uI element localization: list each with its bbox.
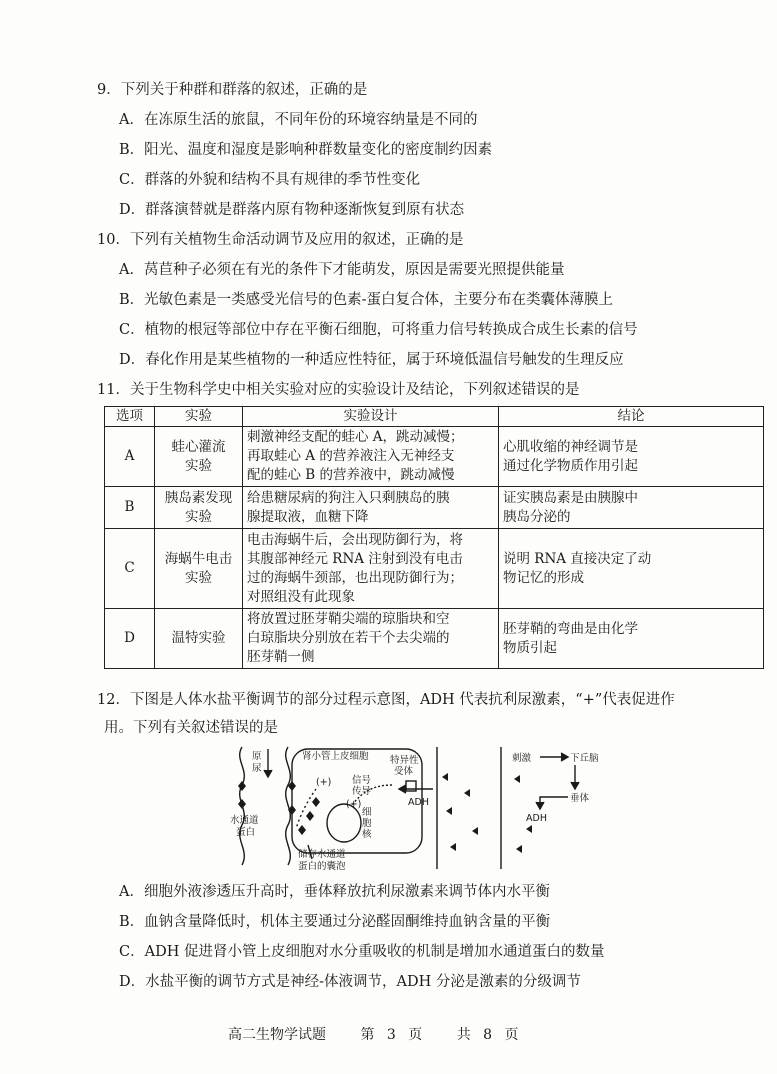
label-stimulus: 刺激	[512, 753, 532, 764]
pituitary-adh-arrow	[540, 797, 568, 807]
label-vesicle-1: 储存水通道	[298, 849, 346, 860]
adh-molecule	[450, 843, 456, 851]
table-row	[105, 529, 764, 609]
header-option: 选项	[105, 407, 155, 427]
q12-option-c: C．ADH 促进肾小管上皮细胞对水分重吸收的机制是增加水通道蛋白的数量	[119, 944, 605, 960]
label-signal-2: 传导	[352, 786, 372, 797]
label-tubule-cell: 肾小管上皮细胞	[302, 751, 369, 762]
footer-subject: 高二生物学试题	[228, 1027, 326, 1043]
water-channel-cyto-1	[312, 797, 320, 807]
row-conclusion: 心肌收缩的神经调节是 通过化学物质作用引起	[499, 427, 764, 487]
vesicle-path	[296, 789, 316, 829]
label-channel-1: 水通道	[230, 815, 259, 826]
row-conclusion: 胚芽鞘的弯曲是由化学 物质引起	[499, 609, 764, 669]
row-experiment: 海蜗牛电击 实验	[155, 529, 243, 609]
q10-option-a: A．莴苣种子必须在有光的条件下才能萌发，原因是需要光照提供能量	[119, 262, 565, 278]
row-option: A	[105, 427, 155, 487]
label-receptor-1: 特异性	[390, 755, 419, 766]
water-channel-cyto-2	[306, 811, 314, 821]
adh-molecule	[516, 845, 522, 853]
row-option: D	[105, 609, 155, 669]
water-channel-left-2	[238, 799, 246, 809]
adh-molecule	[446, 807, 452, 815]
adh-molecule	[526, 825, 532, 833]
q12-stem-line2: 用。下列有关叙述错误的是	[104, 720, 278, 736]
row-conclusion: 说明 RNA 直接决定了动 物记忆的形成	[499, 529, 764, 609]
q11-stem: 11．关于生物科学史中相关实验对应的实验设计及结论，下列叙述错误的是	[97, 382, 580, 398]
row-experiment: 胰岛素发现 实验	[155, 487, 243, 529]
row-design: 给患糖尿病的狗注入只剩胰岛的胰 腺提取液，血糖下降	[243, 487, 499, 529]
q10-option-d: D．春化作用是某些植物的一种适应性特征，属于环境低温信号触发的生理反应	[119, 352, 624, 368]
q9-stem: 9．下列关于种群和群落的叙述，正确的是	[97, 82, 368, 98]
label-pituitary: 垂体	[570, 793, 590, 804]
header-design: 实验设计	[243, 407, 499, 427]
q10-option-b: B．光敏色素是一类感受光信号的色素-蛋白复合体，主要分布在类囊体薄膜上	[119, 292, 614, 308]
row-design: 电击海蜗牛后，会出现防御行为，将 其腹部神经元 RNA 注射到没有电击 过的海蜗牛颈部，也出现防御行为； 对照组没有此现象	[243, 529, 499, 609]
water-channel-membrane-2	[288, 805, 296, 815]
row-experiment: 温特实验	[155, 609, 243, 669]
adh-molecule	[514, 775, 520, 783]
label-niao: 尿	[252, 763, 262, 774]
table-row	[105, 487, 764, 529]
label-vesicle-2: 蛋白的囊泡	[298, 861, 346, 872]
lumen-boundary-inner	[286, 747, 291, 865]
q12-option-d: D．水盐平衡的调节方式是神经-体液调节，ADH 分泌是激素的分级调节	[119, 974, 581, 990]
q9-option-c: C．群落的外貌和结构不具有规律的季节性变化	[119, 172, 421, 188]
label-yuan: 原	[252, 751, 262, 762]
header-conclusion: 结论	[499, 407, 764, 427]
adh-molecule	[464, 789, 470, 797]
table-row	[105, 427, 764, 487]
label-plus-1: (+)	[316, 777, 332, 788]
label-nucleus-1: 细	[362, 807, 372, 818]
label-nucleus-2: 胞	[362, 818, 372, 829]
label-adh-left: ADH	[408, 797, 429, 808]
q12-option-b: B．血钠含量降低时，机体主要通过分泌醛固酮维持血钠含量的平衡	[119, 914, 551, 930]
footer-page: 第 3 页	[360, 1027, 423, 1043]
table-row	[105, 609, 764, 669]
q9-option-b: B．阳光、温度和湿度是影响种群数量变化的密度制约因素	[119, 142, 493, 158]
row-option: B	[105, 487, 155, 529]
q10-stem: 10．下列有关植物生命活动调节及应用的叙述，正确的是	[97, 232, 464, 248]
water-channel-cyto-3	[298, 825, 306, 835]
q9-option-a: A．在冻原生活的旅鼠，不同年份的环境容纳量是不同的	[119, 112, 478, 128]
row-design: 刺激神经支配的蛙心 A，跳动减慢； 再取蛙心 A 的营养液注入无神经支 配的蛙心 B 的营养液中，跳动减慢	[243, 427, 499, 487]
q9-option-d: D．群落演替就是群落内原有物种逐渐恢复到原有状态	[119, 202, 465, 218]
footer-total: 共 8 页	[456, 1027, 519, 1043]
row-conclusion: 证实胰岛素是由胰腺中 胰岛分泌的	[499, 487, 764, 529]
label-channel-2: 蛋白	[236, 827, 256, 838]
q11-table	[104, 406, 764, 669]
q10-option-c: C．植物的根冠等部位中存在平衡石细胞，可将重力信号转换成合成生长素的信号	[119, 322, 638, 338]
page-footer	[228, 1024, 541, 1044]
adh-molecule	[472, 827, 478, 835]
row-design: 将放置过胚芽鞘尖端的琼脂块和空 白琼脂块分别放在若干个去尖端的 胚芽鞘一侧	[243, 609, 499, 669]
water-salt-diagram	[230, 745, 610, 873]
label-hypothalamus: 下丘脑	[570, 753, 599, 764]
adh-molecule	[442, 773, 448, 781]
q12-option-a: A．细胞外液渗透压升高时，垂体释放抗利尿激素来调节体内水平衡	[119, 884, 550, 900]
label-signal-1: 信号	[352, 775, 372, 786]
header-experiment: 实验	[155, 407, 243, 427]
table-header-row	[105, 407, 764, 427]
label-adh-right: ADH	[526, 813, 547, 824]
label-nucleus-3: 核	[362, 829, 372, 840]
row-experiment: 蛙心灌流 实验	[155, 427, 243, 487]
water-channel-left-1	[238, 781, 246, 791]
label-receptor-2: 受体	[394, 766, 414, 777]
row-option: C	[105, 529, 155, 609]
label-plus-2: (+)	[346, 799, 362, 810]
q12-stem-line1: 12．下图是人体水盐平衡调节的部分过程示意图，ADH 代表抗利尿激素，“+”代表促进作	[97, 692, 675, 708]
